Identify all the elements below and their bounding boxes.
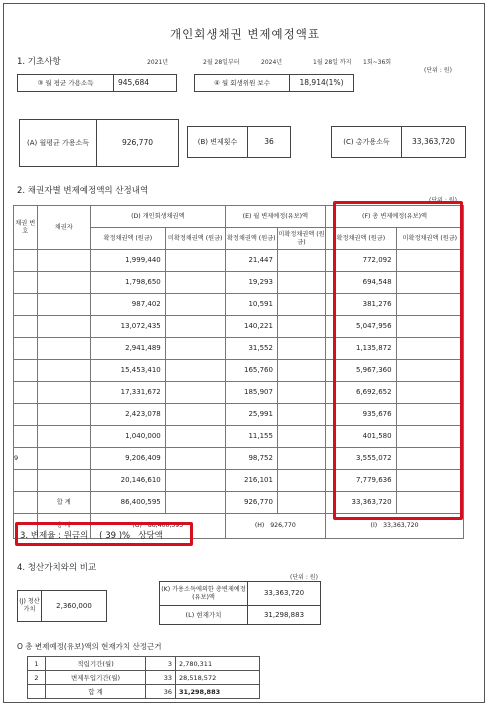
document-title: 개인회생채권 변제예정액표 [170,27,320,41]
trustee-fee-label: ④ 월 회생위원 보수 [195,75,290,91]
f-confirmed: 694,548 [326,272,397,294]
c-box [331,126,466,158]
a-box [19,119,179,167]
f-unconfirmed-header: 미확정채권액 (원금) [396,228,463,250]
row-no [14,294,38,316]
total-h [225,514,325,539]
period-from: 2월 28일부터 [203,59,240,66]
repayment-rate-pct: 39 [105,531,117,541]
c-label: (C) 총가용소득 [332,127,402,157]
f-confirmed: 5,967,360 [326,360,397,382]
period-year: 2021년 [147,59,169,66]
k-value: 33,363,720 [248,582,320,606]
h-value: 926,770 [270,522,296,530]
row-no [14,316,38,338]
pv-amount: 28,518,572 [176,671,260,685]
repayment-rate-label: 3. 변제율 : 원금의 [20,531,89,541]
monthly-income-value: 945,684 [118,78,150,88]
pv-row [28,671,260,685]
i-value: 33,363,720 [383,522,419,530]
pv-months: 33 [146,671,176,685]
j-box [17,590,107,622]
b-box [187,126,291,158]
section4-heading: 4. 청산가치와의 비교 [17,563,97,573]
pv-total-row [28,685,260,699]
f-confirmed: 7,779,636 [326,470,397,492]
pv-amount: 2,780,311 [176,657,260,671]
d-confirmed: 987,402 [90,294,165,316]
pv-total-amount: 31,298,883 [176,685,260,699]
d-unconfirmed [165,316,225,338]
f-confirmed: 6,692,652 [326,382,397,404]
e-unconfirmed [277,250,325,272]
j-value: 2,360,000 [56,601,92,610]
d-unconfirmed [165,272,225,294]
e-confirmed: 216,101 [225,470,277,492]
d-unconfirmed-header: 미확정채권액 (원금) [165,228,225,250]
e-unconfirmed [277,316,325,338]
f-confirmed: 3,555,072 [326,448,397,470]
pv-total-label: 합 계 [46,685,146,699]
row-no [14,338,38,360]
col-f-header: (F) 총 변제예정(유보)액 [326,206,464,228]
b-value: 36 [264,137,274,147]
k-label: (K) 가용소득에의한 총변제예정(유보)액 [160,582,248,606]
d-confirmed: 9,206,409 [90,448,165,470]
period-year2: 2024년 [261,59,283,66]
creditor-name [37,272,90,294]
e-confirmed: 19,293 [225,272,277,294]
creditor-name [37,360,90,382]
e-confirmed-header: 확정채권액 (원금) [225,228,277,250]
pv-label: 변제투입기간(월) [46,671,146,685]
h-label: (H) [254,522,265,530]
e-unconfirmed [277,470,325,492]
e-confirmed: 140,221 [225,316,277,338]
section1-heading: 1. 기초사항 [17,57,61,67]
repayment-rate-suffix: 상당액 [138,531,163,541]
l-value: 31,298,883 [263,610,305,619]
e-confirmed: 21,447 [225,250,277,272]
g-value: 86,400,595 [147,522,184,530]
d-unconfirmed [165,294,225,316]
monthly-income-label: ③ 월 평균 가용소득 [18,75,114,91]
e-unconfirmed [277,360,325,382]
e-confirmed: 10,591 [225,294,277,316]
row-no [14,360,38,382]
d-confirmed: 15,453,410 [90,360,165,382]
creditor-name [37,316,90,338]
trustee-fee-box [194,74,354,92]
row-no [14,250,38,272]
e-confirmed: 98,752 [225,448,277,470]
d-confirmed: 17,331,672 [90,382,165,404]
e-unconfirmed [277,382,325,404]
repayment-rate-open: ( [99,531,103,541]
creditor-name [37,470,90,492]
subtotal-d: 86,400,595 [90,492,165,514]
row-no [14,272,38,294]
f-confirmed: 381,276 [326,294,397,316]
g-label: (G) [132,522,142,530]
i-label: (I) [370,522,378,530]
f-confirmed: 5,047,956 [326,316,397,338]
total-label: 총 계 [37,514,90,539]
b-label: (B) 변제횟수 [188,127,248,157]
col-d-header: (D) 개인회생채권액 [90,206,225,228]
e-unconfirmed [277,338,325,360]
d-confirmed: 20,146,610 [90,470,165,492]
d-unconfirmed [165,470,225,492]
d-confirmed-header: 확정채권액 (원금) [90,228,165,250]
section4-unit: (단위 : 원) [290,574,318,581]
d-confirmed: 1,999,440 [90,250,165,272]
e-unconfirmed [277,272,325,294]
period-count: 1회~36회 [363,59,392,66]
repayment-rate [20,529,163,541]
creditor-name [37,404,90,426]
kl-box [159,581,321,625]
creditor-name [37,294,90,316]
f-confirmed-header: 확정채권액 (원금) [326,228,397,250]
e-confirmed: 31,552 [225,338,277,360]
subtotal-label: 합 계 [37,492,90,514]
row-no [14,404,38,426]
row-no [14,470,38,492]
e-unconfirmed [277,294,325,316]
section5-heading: O 총 변제예정(유보)액의 현재가치 산정근거 [17,642,162,651]
d-unconfirmed [165,448,225,470]
repayment-rate-close: )% [118,531,131,541]
a-value: 926,770 [121,138,153,148]
creditor-name [37,448,90,470]
e-unconfirmed [277,448,325,470]
l-label: (L) 현재가치 [160,606,248,624]
a-label: (A) 월평균 가용소득 [20,120,97,166]
d-confirmed: 2,941,489 [90,338,165,360]
present-value-table [27,656,260,699]
f-column-highlight [333,201,463,520]
pv-no: 2 [28,671,46,685]
col-creditor-header: 채권자 [37,206,90,250]
pv-no: 1 [28,657,46,671]
e-confirmed: 11,155 [225,426,277,448]
e-confirmed: 185,907 [225,382,277,404]
e-confirmed: 25,991 [225,404,277,426]
d-confirmed: 2,423,078 [90,404,165,426]
d-unconfirmed [165,426,225,448]
section2-heading: 2. 채권자별 변제예정액의 산정내역 [17,186,149,196]
monthly-income-box [17,74,177,92]
trustee-fee-value: 18,914(1%) [299,78,344,88]
pv-label: 적립기간(월) [46,657,146,671]
e-unconfirmed [277,426,325,448]
d-confirmed: 1,798,650 [90,272,165,294]
f-confirmed: 1,135,872 [326,338,397,360]
e-unconfirmed-header: 미확정채권액 (원금) [277,228,325,250]
row-no: 9 [14,448,38,470]
row-no [14,426,38,448]
col-no-header: 채권 번호 [14,206,38,250]
subtotal-f: 33,363,720 [326,492,397,514]
col-e-header: (E) 월 변제예정(유보)액 [225,206,325,228]
period-to: 1월 28일 까지 [313,59,352,66]
d-unconfirmed [165,360,225,382]
section1-unit: (단위 : 원) [424,67,452,74]
creditor-name [37,338,90,360]
e-unconfirmed [277,404,325,426]
pv-total-months: 36 [146,685,176,699]
f-confirmed: 935,676 [326,404,397,426]
pv-months: 3 [146,657,176,671]
f-confirmed: 772,092 [326,250,397,272]
creditor-name [37,382,90,404]
subtotal-e: 926,770 [225,492,277,514]
creditor-name [37,426,90,448]
j-label: (J) 청산 가치 [18,591,42,621]
creditor-name [37,250,90,272]
d-confirmed: 1,040,000 [90,426,165,448]
f-confirmed: 401,580 [326,426,397,448]
row-no [14,382,38,404]
e-confirmed: 165,760 [225,360,277,382]
d-unconfirmed [165,404,225,426]
d-unconfirmed [165,382,225,404]
d-unconfirmed [165,338,225,360]
d-unconfirmed [165,250,225,272]
d-confirmed: 13,072,435 [90,316,165,338]
pv-row [28,657,260,671]
c-value: 33,363,720 [412,137,455,147]
section2-unit: (단위 : 원) [429,197,457,204]
